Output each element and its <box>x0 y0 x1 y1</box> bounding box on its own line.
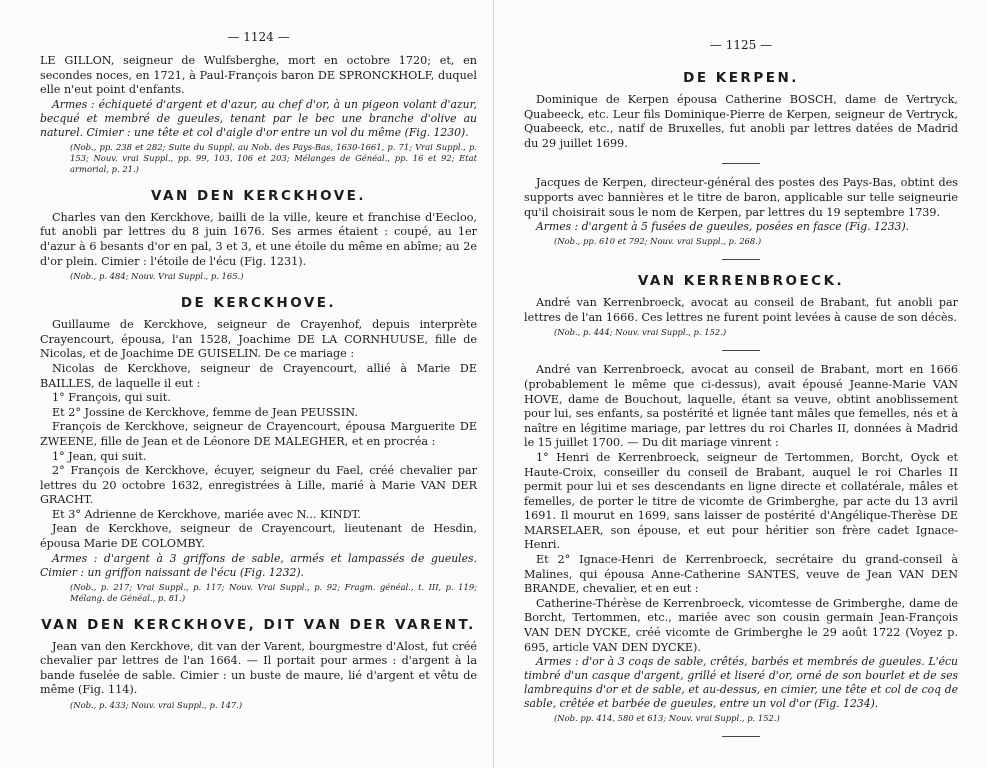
section-divider <box>722 259 760 260</box>
family-heading: VAN DEN KERCKHOVE. <box>150 187 367 204</box>
source-citation: (Nob., p. 484; Nouv. Vrai Suppl., p. 165.) <box>70 271 244 282</box>
entry-paragraph: Et 2° Ignace-Henri de Kerrenbroeck, secrétaire du grand-conseil à Malines, qui épousa Anne-Catherine SANTES, veuve de Jean VAN DEN BRANDE, chevalier, et en eut : <box>524 553 958 596</box>
entry-paragraph: Guillaume de Kerckhove, seigneur de Crayenhof, depuis interprète Crayencourt, épousa, l'an 1528, Joachime DE LA CORNHUUSE, fille de Nicolas, et de Joachime DE GUISELIN. De ce mariage : <box>40 318 477 361</box>
entry-paragraph: Et 3° Adrienne de Kerckhove, mariée avec N... KINDT. <box>52 507 361 521</box>
source-citation: (Nob., p. 444; Nouv. vrai Suppl., p. 152.) <box>554 327 727 338</box>
source-citation: (Nob., p. 217; Vrai Suppl., p. 117; Nouv. Vrai Suppl., p. 92; Fragm. généal., t. III, p. 119; Mélang. de Généal., p. 81.) <box>70 581 477 603</box>
family-heading: VAN KERRENBROECK. <box>637 273 845 290</box>
source-citation: (Nob., p. 433; Nouv. vrai Suppl., p. 147.) <box>70 700 243 711</box>
entry-paragraph: Jean van den Kerckhove, dit van der Varent, bourgmestre d'Alost, fut créé chevalier par lettres de l'an 1664. — Il portait pour armes : d'argent à la bande fuselée de sable. Cimier : un buste de maure, lié d'argent et vêtu de même (Fig. 114). <box>40 639 477 697</box>
entry-paragraph: André van Kerrenbroeck, avocat au conseil de Brabant, mort en 1666 (probablement le même que ci-dessus), avait épousé Jeanne-Marie VAN HOVE, dame de Bouchout, laquelle, étant sa veuve, obtint anoblissement pour lui, ses enfants, sa postérité et lignée tant mâles que femelles, nés et à naître en légitime mariage, par lettres du roi Charles II, données à Madrid le 15 juillet 1700. — Du dit mariage vinrent : <box>524 363 958 450</box>
source-citation: (Nob., pp. 610 et 792; Nouv. vrai Suppl., p. 268.) <box>554 236 762 247</box>
section-divider <box>722 163 760 164</box>
source-citation: (Nob. pp. 414, 580 et 613; Nouv. vrai Suppl., p. 152.) <box>554 713 780 724</box>
entry-paragraph: Nicolas de Kerckhove, seigneur de Crayencourt, allié à Marie DE BAILLES, de laquelle il eut : <box>40 361 477 390</box>
arms-blazon: Armes : échiqueté d'argent et d'azur, au chef d'or, à un pigeon volant d'azur, becqué et membré de gueules, tenant par le bec une branche d'olive au naturel. Cimier : une tête et col d'aigle d'or entre un vol du même (Fig. 1230). <box>40 97 477 139</box>
arms-blazon: Armes : d'argent à 5 fusées de gueules, posées en fasce (Fig. 1233). <box>536 220 910 234</box>
entry-paragraph: François de Kerckhove, seigneur de Crayencourt, épousa Marguerite DE ZWEENE, fille de Jean et de Léonore DE MALEGHER, et en procréa : <box>40 420 477 448</box>
entry-paragraph: Jean de Kerckhove, seigneur de Crayencourt, lieutenant de Hesdin, épousa Marie DE COLOMBY. <box>40 522 477 551</box>
family-heading: VAN DEN KERCKHOVE, DIT VAN DER VARENT. <box>41 616 476 633</box>
entry-paragraph: LE GILLON, seigneur de Wulfsberghe, mort en octobre 1720; et, en secondes noces, en 1721, à Paul-François baron DE SPRONCKHOLF, duquel elle n'eut point d'enfants. <box>40 54 477 97</box>
entry-paragraph: Dominique de Kerpen épousa Catherine BOSCH, dame de Vertryck, Quabeeck, etc. Leur fils Dominique-Pierre de Kerpen, seigneur de Vertryck, Quabeeck, etc., natif de Bruxelles, fut anobli par lettres datées de Madrid du 29 juillet 1699. <box>524 93 958 150</box>
entry-paragraph: 2° François de Kerckhove, écuyer, seigneur du Fael, créé chevalier par lettres du 20 octobre 1632, enregistrées à Lille, marié à Marie VAN DER GRACHT. <box>40 464 477 507</box>
arms-blazon: Armes : d'argent à 3 griffons de sable, armés et lampassés de gueules. Cimier : un griffon naissant de l'écu (Fig. 1232). <box>40 551 477 579</box>
entry-paragraph: Catherine-Thérèse de Kerrenbroeck, vicomtesse de Grimberghe, dame de Borcht, Tertommen, etc., mariée avec son cousin germain Jean-François VAN DEN DYCKE, créé vicomte de Grimberghe le 29 août 1722 (Voyez p. 695, article VAN DEN DYCKE). <box>524 596 958 654</box>
entry-paragraph: 1° François, qui suit. <box>52 391 171 405</box>
entry-paragraph: Et 2° Jossine de Kerckhove, femme de Jean PEUSSIN. <box>52 405 358 419</box>
family-heading: DE KERPEN. <box>683 70 799 86</box>
arms-blazon: Armes : d'or à 3 coqs de sable, crêtés, barbés et membrés de gueules. L'écu timbré d'un casque d'argent, grillé et liseré d'or, orné de son bourlet et de ses lambrequins d'or et de sable, et au-dessus, en cimier, une tête et col de coq de sable, crêtée et barbée de gueules, entre un vol d'or (Fig. 1234). <box>524 655 958 711</box>
entry-paragraph: 1° Jean, qui suit. <box>52 449 147 463</box>
entry-paragraph: André van Kerrenbroeck, avocat au conseil de Brabant, fut anobli par lettres de l'an 1666. Ces lettres ne furent point levées à cause de son décès. <box>524 296 958 324</box>
right-page <box>493 0 986 768</box>
entry-paragraph: 1° Henri de Kerrenbroeck, seigneur de Tertommen, Borcht, Oyck et Haute-Croix, conseiller du conseil de Brabant, auquel le roi Charles II permit pour lui et ses descendants en ligne directe et collatérale, mâles et femelles, de porter le titre de vicomte de Grimberghe, par acte du 13 avril 1691. Il mourut en 1699, sans laisser de postérité d'Angélique-Therèse DE MARSELAER, son épouse, et eut pour héritier son frère cadet Ignace-Henri. <box>524 450 958 552</box>
source-citation: (Nob., pp. 238 et 282; Suite du Suppl. au Nob. des Pays-Bas, 1630-1661, p. 71; Vrai Suppl., p. 153; Nouv. vrai Suppl., pp. 99, 103, 106 et 203; Mélanges de Généal., pp. 16 et 92; Etat armorial, p. 21.) <box>70 141 477 174</box>
family-heading: DE KERCKHOVE. <box>180 295 337 312</box>
section-divider <box>722 350 760 351</box>
entry-paragraph: Charles van den Kerckhove, bailli de la ville, keure et franchise d'Eecloo, fut anobli par lettres du 8 juin 1676. Ses armes étaient : coupé, au 1er d'azur à 6 besants d'or en pal, 3 et 3, et une étoile du même en abîme; au 2e d'or plein. Cimier : l'étoile de l'écu (Fig. 1231). <box>40 210 477 268</box>
section-divider <box>722 736 760 737</box>
page-number: — 1125 — <box>709 38 773 52</box>
page-number: — 1124 — <box>227 30 290 44</box>
entry-paragraph: Jacques de Kerpen, directeur-général des postes des Pays-Bas, obtint des supports avec bannières et le titre de baron, applicable sur telle seigneurie qu'il choisirait sous le nom de Kerpen, par lettres du 19 septembre 1739. <box>524 176 958 219</box>
